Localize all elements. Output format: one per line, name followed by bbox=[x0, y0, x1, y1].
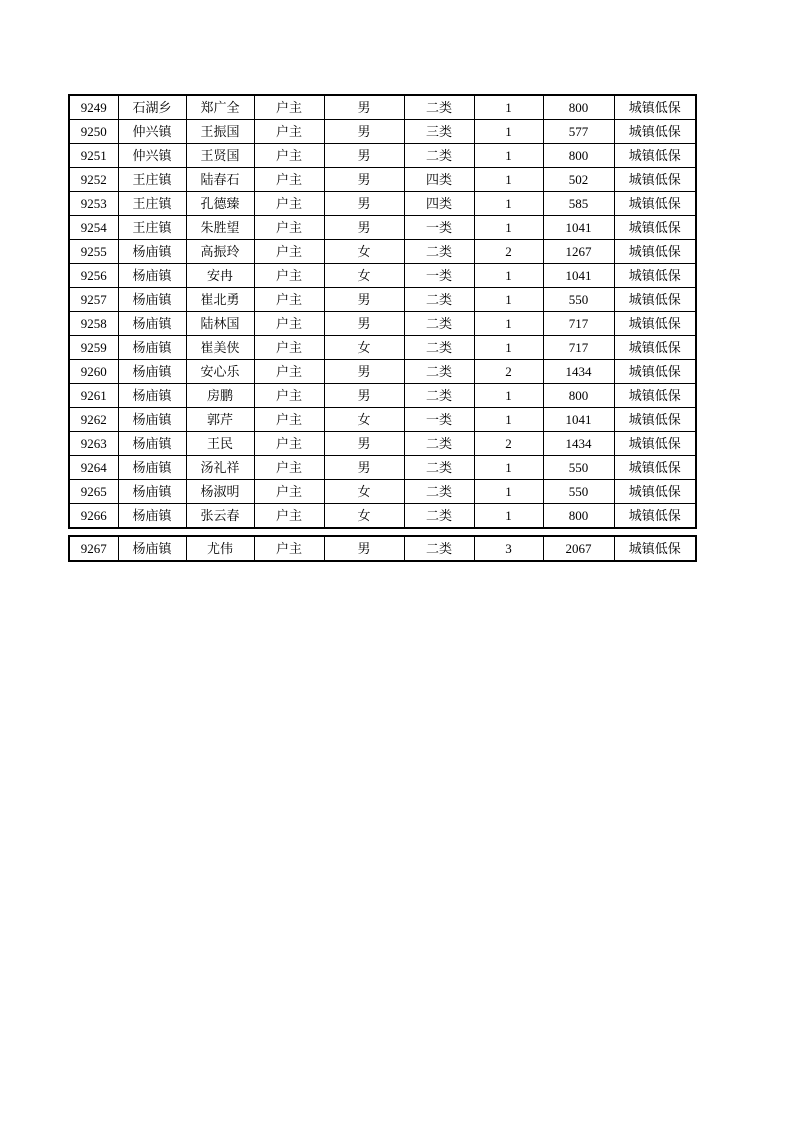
cell-town: 杨庙镇 bbox=[118, 336, 186, 360]
cell-person-name: 汤礼祥 bbox=[186, 456, 254, 480]
cell-amount: 577 bbox=[543, 120, 614, 144]
cell-serial-number: 9258 bbox=[69, 312, 118, 336]
cell-serial-number: 9253 bbox=[69, 192, 118, 216]
cell-serial-number: 9255 bbox=[69, 240, 118, 264]
cell-town: 杨庙镇 bbox=[118, 456, 186, 480]
table-row bbox=[69, 312, 696, 336]
cell-household-count: 1 bbox=[474, 216, 543, 240]
cell-person-name: 陆林国 bbox=[186, 312, 254, 336]
cell-town: 杨庙镇 bbox=[118, 432, 186, 456]
cell-amount: 1434 bbox=[543, 360, 614, 384]
cell-category: 一类 bbox=[404, 216, 474, 240]
cell-relation: 户主 bbox=[254, 168, 324, 192]
cell-amount: 550 bbox=[543, 480, 614, 504]
cell-gender: 男 bbox=[324, 384, 404, 408]
cell-serial-number: 9263 bbox=[69, 432, 118, 456]
table-row bbox=[69, 480, 696, 504]
cell-town: 仲兴镇 bbox=[118, 120, 186, 144]
table-row bbox=[69, 504, 696, 529]
cell-amount: 502 bbox=[543, 168, 614, 192]
table-row bbox=[69, 432, 696, 456]
cell-category: 二类 bbox=[404, 95, 474, 120]
cell-relation: 户主 bbox=[254, 408, 324, 432]
cell-relation: 户主 bbox=[254, 480, 324, 504]
cell-person-name: 陆春石 bbox=[186, 168, 254, 192]
cell-town: 杨庙镇 bbox=[118, 408, 186, 432]
cell-assistance-type: 城镇低保 bbox=[614, 288, 696, 312]
cell-town: 杨庙镇 bbox=[118, 264, 186, 288]
cell-relation: 户主 bbox=[254, 144, 324, 168]
cell-person-name: 孔德臻 bbox=[186, 192, 254, 216]
cell-gender: 男 bbox=[324, 144, 404, 168]
cell-relation: 户主 bbox=[254, 456, 324, 480]
cell-relation: 户主 bbox=[254, 240, 324, 264]
cell-town: 王庄镇 bbox=[118, 168, 186, 192]
cell-category: 四类 bbox=[404, 192, 474, 216]
cell-person-name: 王振国 bbox=[186, 120, 254, 144]
cell-amount: 800 bbox=[543, 384, 614, 408]
cell-town: 杨庙镇 bbox=[118, 360, 186, 384]
cell-amount: 1041 bbox=[543, 408, 614, 432]
cell-household-count: 1 bbox=[474, 384, 543, 408]
cell-household-count: 1 bbox=[474, 408, 543, 432]
cell-category: 一类 bbox=[404, 264, 474, 288]
cell-assistance-type: 城镇低保 bbox=[614, 432, 696, 456]
cell-person-name: 王贤国 bbox=[186, 144, 254, 168]
cell-town: 杨庙镇 bbox=[118, 384, 186, 408]
cell-serial-number: 9265 bbox=[69, 480, 118, 504]
cell-town: 杨庙镇 bbox=[118, 504, 186, 529]
cell-household-count: 1 bbox=[474, 95, 543, 120]
cell-serial-number: 9251 bbox=[69, 144, 118, 168]
cell-category: 二类 bbox=[404, 480, 474, 504]
cell-assistance-type: 城镇低保 bbox=[614, 504, 696, 529]
cell-amount: 800 bbox=[543, 144, 614, 168]
cell-town: 杨庙镇 bbox=[118, 240, 186, 264]
cell-town: 石湖乡 bbox=[118, 95, 186, 120]
cell-person-name: 高振玲 bbox=[186, 240, 254, 264]
welfare-table-area bbox=[68, 94, 697, 562]
cell-relation: 户主 bbox=[254, 216, 324, 240]
cell-serial-number: 9249 bbox=[69, 95, 118, 120]
cell-household-count: 1 bbox=[474, 168, 543, 192]
cell-serial-number: 9267 bbox=[69, 536, 118, 561]
cell-assistance-type: 城镇低保 bbox=[614, 168, 696, 192]
cell-gender: 女 bbox=[324, 240, 404, 264]
table-body-last bbox=[69, 536, 696, 561]
cell-amount: 1267 bbox=[543, 240, 614, 264]
cell-person-name: 杨淑明 bbox=[186, 480, 254, 504]
cell-serial-number: 9257 bbox=[69, 288, 118, 312]
cell-person-name: 王民 bbox=[186, 432, 254, 456]
cell-category: 四类 bbox=[404, 168, 474, 192]
cell-amount: 800 bbox=[543, 504, 614, 529]
welfare-table-last-row bbox=[68, 535, 697, 562]
cell-amount: 1041 bbox=[543, 264, 614, 288]
cell-assistance-type: 城镇低保 bbox=[614, 120, 696, 144]
cell-amount: 1041 bbox=[543, 216, 614, 240]
table-row bbox=[69, 456, 696, 480]
cell-town: 杨庙镇 bbox=[118, 312, 186, 336]
cell-town: 王庄镇 bbox=[118, 192, 186, 216]
cell-category: 二类 bbox=[404, 336, 474, 360]
cell-gender: 男 bbox=[324, 168, 404, 192]
cell-relation: 户主 bbox=[254, 312, 324, 336]
cell-household-count: 2 bbox=[474, 240, 543, 264]
cell-person-name: 郑广全 bbox=[186, 95, 254, 120]
cell-category: 二类 bbox=[404, 504, 474, 529]
cell-household-count: 2 bbox=[474, 360, 543, 384]
cell-person-name: 崔北勇 bbox=[186, 288, 254, 312]
table-row bbox=[69, 384, 696, 408]
cell-person-name: 尤伟 bbox=[186, 536, 254, 561]
cell-gender: 男 bbox=[324, 456, 404, 480]
cell-household-count: 1 bbox=[474, 504, 543, 529]
cell-relation: 户主 bbox=[254, 192, 324, 216]
cell-gender: 男 bbox=[324, 288, 404, 312]
table-row bbox=[69, 192, 696, 216]
cell-relation: 户主 bbox=[254, 536, 324, 561]
cell-gender: 男 bbox=[324, 95, 404, 120]
table-row bbox=[69, 168, 696, 192]
table-row bbox=[69, 216, 696, 240]
cell-serial-number: 9264 bbox=[69, 456, 118, 480]
cell-amount: 1434 bbox=[543, 432, 614, 456]
cell-household-count: 1 bbox=[474, 288, 543, 312]
cell-category: 二类 bbox=[404, 432, 474, 456]
cell-assistance-type: 城镇低保 bbox=[614, 480, 696, 504]
cell-category: 二类 bbox=[404, 360, 474, 384]
cell-gender: 女 bbox=[324, 408, 404, 432]
cell-person-name: 崔美侠 bbox=[186, 336, 254, 360]
table-body-main bbox=[69, 95, 696, 528]
cell-person-name: 朱胜望 bbox=[186, 216, 254, 240]
cell-assistance-type: 城镇低保 bbox=[614, 536, 696, 561]
cell-relation: 户主 bbox=[254, 432, 324, 456]
cell-assistance-type: 城镇低保 bbox=[614, 456, 696, 480]
cell-gender: 男 bbox=[324, 216, 404, 240]
cell-gender: 男 bbox=[324, 120, 404, 144]
cell-assistance-type: 城镇低保 bbox=[614, 95, 696, 120]
table-row bbox=[69, 120, 696, 144]
cell-person-name: 张云春 bbox=[186, 504, 254, 529]
cell-relation: 户主 bbox=[254, 95, 324, 120]
cell-household-count: 1 bbox=[474, 312, 543, 336]
cell-assistance-type: 城镇低保 bbox=[614, 264, 696, 288]
cell-gender: 男 bbox=[324, 360, 404, 384]
welfare-table-main bbox=[68, 94, 697, 529]
cell-household-count: 1 bbox=[474, 480, 543, 504]
cell-category: 二类 bbox=[404, 312, 474, 336]
cell-gender: 男 bbox=[324, 432, 404, 456]
cell-household-count: 1 bbox=[474, 144, 543, 168]
cell-category: 二类 bbox=[404, 456, 474, 480]
cell-assistance-type: 城镇低保 bbox=[614, 312, 696, 336]
table-row bbox=[69, 536, 696, 561]
cell-household-count: 1 bbox=[474, 264, 543, 288]
cell-amount: 717 bbox=[543, 336, 614, 360]
cell-serial-number: 9250 bbox=[69, 120, 118, 144]
table-row bbox=[69, 360, 696, 384]
cell-amount: 800 bbox=[543, 95, 614, 120]
cell-assistance-type: 城镇低保 bbox=[614, 240, 696, 264]
cell-gender: 女 bbox=[324, 504, 404, 529]
cell-category: 一类 bbox=[404, 408, 474, 432]
table-row bbox=[69, 408, 696, 432]
cell-household-count: 2 bbox=[474, 432, 543, 456]
cell-assistance-type: 城镇低保 bbox=[614, 408, 696, 432]
cell-person-name: 房鹏 bbox=[186, 384, 254, 408]
cell-amount: 2067 bbox=[543, 536, 614, 561]
cell-assistance-type: 城镇低保 bbox=[614, 192, 696, 216]
cell-relation: 户主 bbox=[254, 360, 324, 384]
cell-household-count: 3 bbox=[474, 536, 543, 561]
cell-person-name: 郭芹 bbox=[186, 408, 254, 432]
cell-gender: 女 bbox=[324, 336, 404, 360]
cell-category: 二类 bbox=[404, 240, 474, 264]
cell-serial-number: 9262 bbox=[69, 408, 118, 432]
cell-assistance-type: 城镇低保 bbox=[614, 384, 696, 408]
cell-assistance-type: 城镇低保 bbox=[614, 216, 696, 240]
cell-town: 杨庙镇 bbox=[118, 480, 186, 504]
cell-town: 仲兴镇 bbox=[118, 144, 186, 168]
table-row bbox=[69, 240, 696, 264]
cell-gender: 男 bbox=[324, 536, 404, 561]
table-row bbox=[69, 95, 696, 120]
cell-town: 杨庙镇 bbox=[118, 288, 186, 312]
cell-relation: 户主 bbox=[254, 120, 324, 144]
cell-gender: 女 bbox=[324, 480, 404, 504]
cell-category: 二类 bbox=[404, 536, 474, 561]
cell-household-count: 1 bbox=[474, 192, 543, 216]
cell-serial-number: 9260 bbox=[69, 360, 118, 384]
table-row bbox=[69, 336, 696, 360]
cell-category: 三类 bbox=[404, 120, 474, 144]
cell-relation: 户主 bbox=[254, 288, 324, 312]
cell-assistance-type: 城镇低保 bbox=[614, 360, 696, 384]
cell-amount: 550 bbox=[543, 456, 614, 480]
cell-relation: 户主 bbox=[254, 504, 324, 529]
cell-serial-number: 9266 bbox=[69, 504, 118, 529]
cell-household-count: 1 bbox=[474, 120, 543, 144]
cell-serial-number: 9252 bbox=[69, 168, 118, 192]
cell-town: 杨庙镇 bbox=[118, 536, 186, 561]
cell-serial-number: 9256 bbox=[69, 264, 118, 288]
table-row bbox=[69, 288, 696, 312]
cell-gender: 女 bbox=[324, 264, 404, 288]
cell-amount: 717 bbox=[543, 312, 614, 336]
cell-amount: 550 bbox=[543, 288, 614, 312]
cell-relation: 户主 bbox=[254, 264, 324, 288]
cell-town: 王庄镇 bbox=[118, 216, 186, 240]
cell-serial-number: 9259 bbox=[69, 336, 118, 360]
cell-person-name: 安心乐 bbox=[186, 360, 254, 384]
cell-relation: 户主 bbox=[254, 384, 324, 408]
cell-category: 二类 bbox=[404, 144, 474, 168]
cell-serial-number: 9261 bbox=[69, 384, 118, 408]
cell-assistance-type: 城镇低保 bbox=[614, 144, 696, 168]
cell-gender: 男 bbox=[324, 312, 404, 336]
table-row bbox=[69, 144, 696, 168]
cell-household-count: 1 bbox=[474, 456, 543, 480]
cell-gender: 男 bbox=[324, 192, 404, 216]
cell-category: 二类 bbox=[404, 288, 474, 312]
table-row bbox=[69, 264, 696, 288]
cell-household-count: 1 bbox=[474, 336, 543, 360]
cell-amount: 585 bbox=[543, 192, 614, 216]
cell-person-name: 安冉 bbox=[186, 264, 254, 288]
cell-assistance-type: 城镇低保 bbox=[614, 336, 696, 360]
cell-category: 二类 bbox=[404, 384, 474, 408]
cell-serial-number: 9254 bbox=[69, 216, 118, 240]
cell-relation: 户主 bbox=[254, 336, 324, 360]
